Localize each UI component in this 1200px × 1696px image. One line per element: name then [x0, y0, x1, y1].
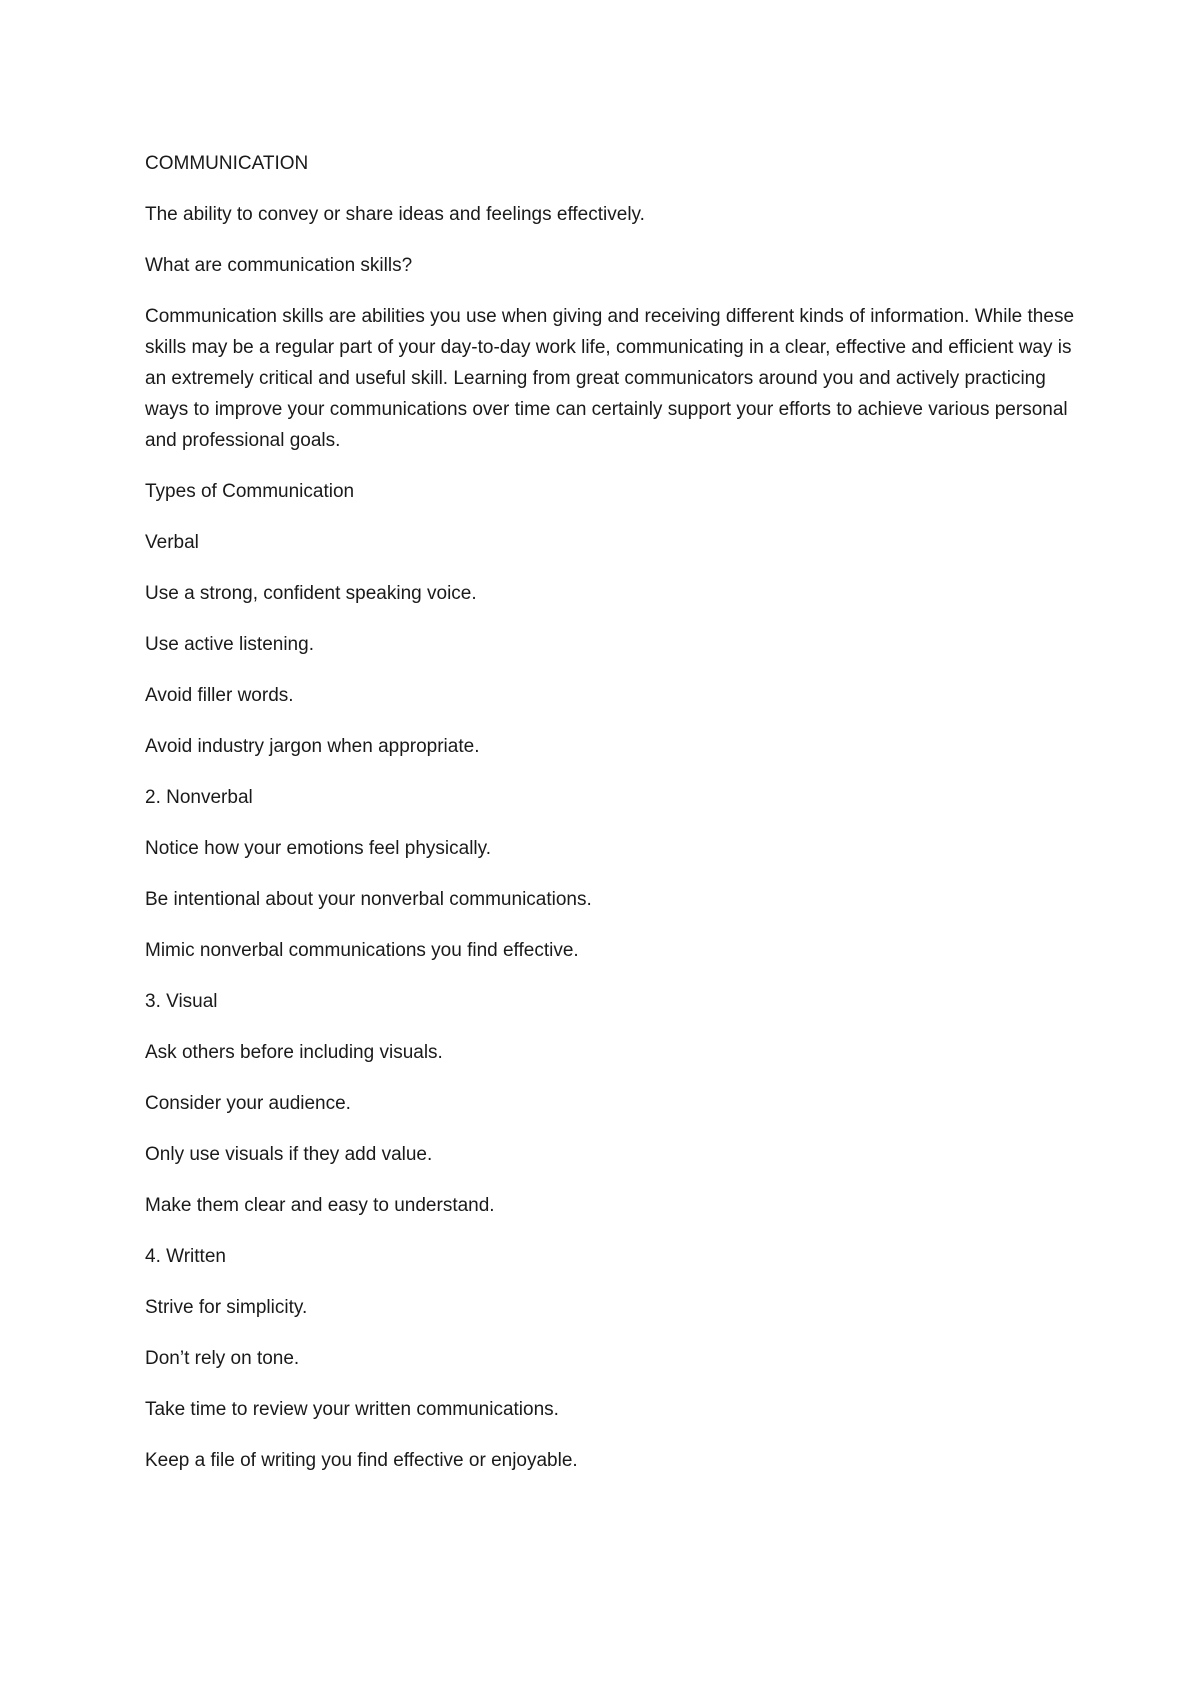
list-item: Avoid filler words.	[145, 685, 294, 706]
list-item: Consider your audience.	[145, 1093, 351, 1114]
list-item: Ask others before including visuals.	[145, 1042, 443, 1063]
section-heading-written: 4. Written	[145, 1246, 226, 1267]
definition-text: The ability to convey or share ideas and feelings effectively.	[145, 204, 645, 225]
list-item: Use active listening.	[145, 634, 314, 655]
document-title: COMMUNICATION	[145, 153, 309, 174]
types-heading: Types of Communication	[145, 481, 355, 502]
document-body	[145, 148, 1075, 1496]
list-item: Keep a file of writing you find effective or enjoyable.	[145, 1450, 578, 1471]
intro-paragraph: Communication skills are abilities you use when giving and receiving different kinds of information. While these skills may be a regular part of your day-to-day work life, communicating in a clear, effective and efficient way is an extremely critical and useful skill. Learning from great communicators around you and actively practicing ways to improve your communications over time can certainly support your efforts to achieve various personal and professional goals.	[145, 306, 1075, 451]
list-item: Only use visuals if they add value.	[145, 1144, 433, 1165]
list-item: Make them clear and easy to understand.	[145, 1195, 495, 1216]
question-heading: What are communication skills?	[145, 255, 413, 276]
list-item: Mimic nonverbal communications you find effective.	[145, 940, 579, 961]
list-item: Use a strong, confident speaking voice.	[145, 583, 477, 604]
list-item: Avoid industry jargon when appropriate.	[145, 736, 480, 757]
list-item: Don’t rely on tone.	[145, 1348, 300, 1369]
section-heading-nonverbal: 2. Nonverbal	[145, 787, 253, 808]
list-item: Strive for simplicity.	[145, 1297, 308, 1318]
list-item: Be intentional about your nonverbal communications.	[145, 889, 592, 910]
section-heading-visual: 3. Visual	[145, 991, 218, 1012]
list-item: Notice how your emotions feel physically.	[145, 838, 492, 859]
list-item: Take time to review your written communications.	[145, 1399, 559, 1420]
section-heading-verbal: Verbal	[145, 532, 199, 553]
